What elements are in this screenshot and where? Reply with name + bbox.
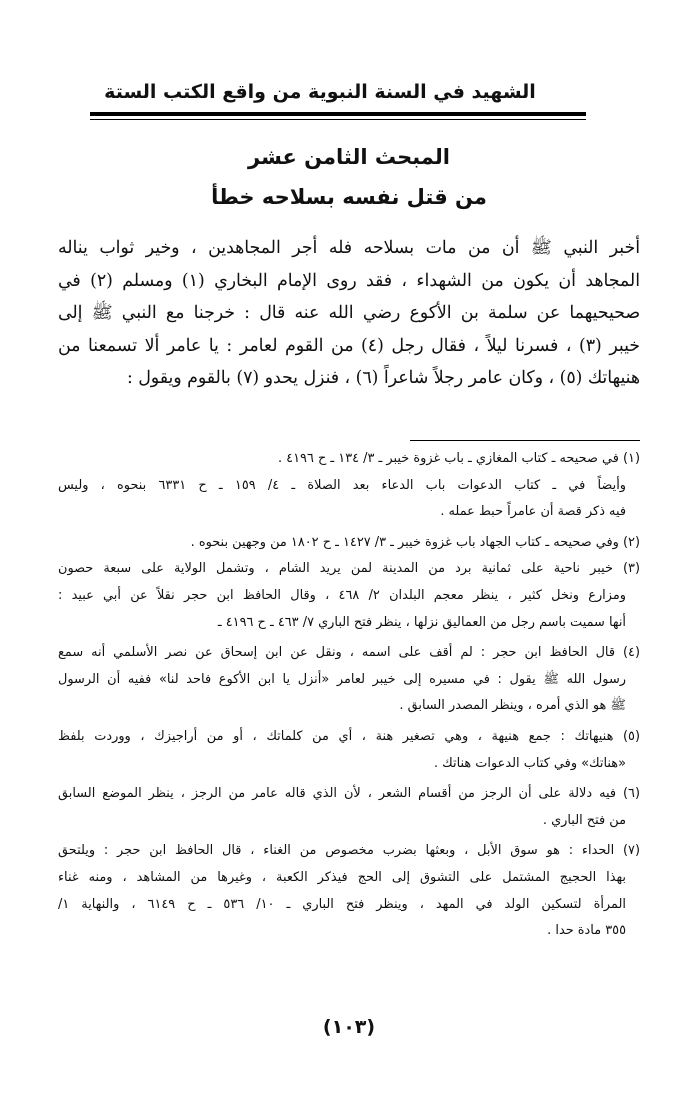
footnote-line: وأيضاً في ـ كتاب الدعوات باب الدعاء بعد الصلاة ـ ٤/ ١٥٩ ـ ح ٦٣٣١ بنحوه ، وليس xyxy=(58,477,626,493)
running-header: الشهيد في السنة النبوية من واقع الكتب الستة xyxy=(104,81,536,103)
footnote-6 xyxy=(58,781,640,834)
body-line: المجاهد أن يكون من الشهداء ، فقد روى الإمام البخاري (١) ومسلم (٢) في xyxy=(58,270,640,291)
footnote-line: «هناتك» وفي كتاب الدعوات هناتك . xyxy=(433,755,626,771)
chapter-subtitle: من قتل نفسه بسلاحه خطأ xyxy=(211,185,487,209)
footnote-line: (٤) قال الحافظ ابن حجر : لم أقف على اسمه ، ونقل عن ابن إسحاق عن نصر الأسلمي أنه سمع xyxy=(58,645,640,661)
footnote-line: ﷺ هو الذي أمره ، وينظر المصدر السابق . xyxy=(399,698,626,714)
footnote-line: (٧) الحداء : هو سوق الأبل ، وبعثها بضرب مخصوص من الغناء ، قال الحافظ ابن حجر : ويلتحق xyxy=(58,843,640,859)
footnote-separator xyxy=(410,440,640,441)
footnote-line: المرأة لتسكين الولد في المهد ، وينظر فتح الباري ـ ١٠/ ٥٣٦ ـ ح ٦١٤٩ ، والنهاية ١/ xyxy=(58,896,626,912)
body-line: هنيهاتك (٥) ، وكان عامر رجلاً شاعراً (٦) ، فنزل يحدو (٧) بالقوم ويقول : xyxy=(126,368,640,388)
body-line: خيبر (٣) ، فسرنا ليلاً ، فقال رجل (٤) من القوم لعامر : يا عامر ألا تسمعنا من xyxy=(58,335,640,356)
footnote-line: ومزارع ونخل كثير ، ينظر معجم البلدان ٢/ ٤٦٨ ، وقال الحافظ ابن حجر نقلاً عن أبي عبيد : xyxy=(58,587,627,603)
footnote-line: من فتح الباري . xyxy=(542,812,626,828)
footnote-line: أنها سميت باسم رجل من العماليق نزلها ، ينظر فتح الباري ٧/ ٤٦٣ ـ ح ٤١٩٦ ـ xyxy=(217,614,626,630)
footnote-line: (٣) خيبر ناحية على ثمانية برد من المدينة لمن يريد الشام ، وتشمل الولاية على سبعة حصون xyxy=(58,561,640,577)
footnote-2 xyxy=(58,530,640,557)
footnotes xyxy=(58,446,640,945)
footnote-5 xyxy=(58,724,640,777)
footnote-3 xyxy=(58,556,640,636)
footnote-line: فيه ذكر قصة أن عامراً حبط عمله . xyxy=(440,504,626,520)
footnote-4 xyxy=(58,640,640,720)
footnote-line: (٥) هنيهاتك : جمع هنيهة ، وهي تصغير هنة ، أي من كلماتك ، أو من أراجيزك ، ووردت بلفظ xyxy=(58,728,640,744)
body-line: صحيحيهما عن سلمة بن الأكوع رضي الله عنه قال : خرجنا مع النبي ﷺ إلى xyxy=(58,303,640,323)
chapter-title: المبحث الثامن عشر xyxy=(248,145,450,169)
footnote-line: (١) في صحيحه ـ كتاب المغازي ـ باب غزوة خيبر ـ ٣/ ١٣٤ ـ ح ٤١٩٦ . xyxy=(277,451,640,466)
footnote-1 xyxy=(58,446,640,526)
body-text xyxy=(58,232,640,395)
footnote-line: بهذا الحجيج المشتمل على التشوق إلى الحج فيذكر الكعبة ، وغيرها من المشاهد ، ومنه غناء xyxy=(58,869,626,885)
header-rule-thick xyxy=(90,112,586,116)
header-rule-thin xyxy=(90,119,586,120)
footnote-line: رسول الله ﷺ يقول : في مسيره إلى خيبر لعامر «أنزل يا ابن الأكوع فاحد لنا» ففيه أن الرسول xyxy=(58,671,626,687)
footnote-line: (٦) فيه دلالة على أن الرجز من أقسام الشعر ، لأن الذي قاله عامر من الرجز ، ينظر الموضع السابق xyxy=(58,786,640,802)
footnote-7 xyxy=(58,838,640,944)
page-number: (١٠٣) xyxy=(322,1016,376,1038)
body-line: أخبر النبي ﷺ أن من مات بسلاحه فله أجر المجاهدين ، وخير ثواب يناله xyxy=(58,238,640,258)
footnote-line: (٢) وفي صحيحه ـ كتاب الجهاد باب غزوة خيبر ـ ٣/ ١٤٢٧ ـ ح ١٨٠٢ من وجهين بنحوه . xyxy=(190,534,640,550)
footnote-line: ٣٥٥ مادة حدا . xyxy=(547,923,626,939)
